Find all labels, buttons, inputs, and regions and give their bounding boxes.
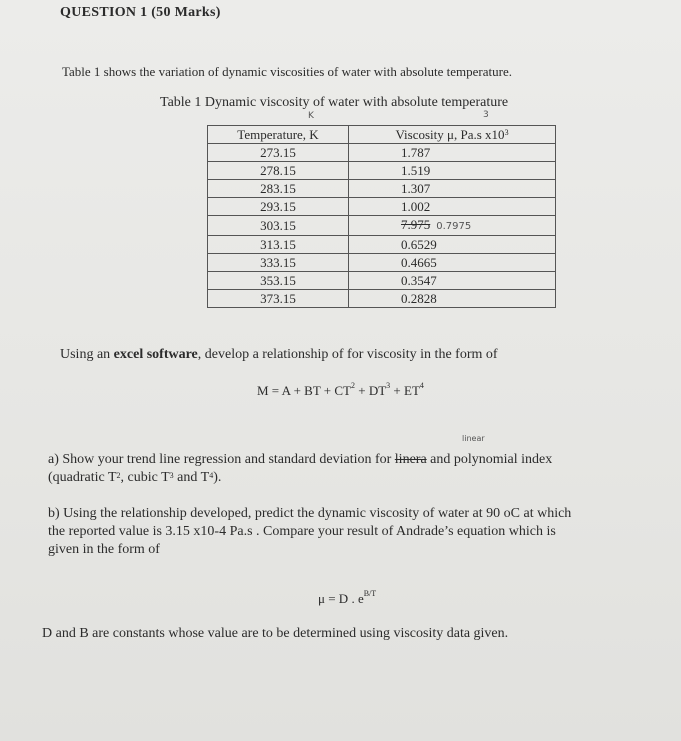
viscosity-cell: 1.519 bbox=[349, 162, 556, 180]
temperature-cell: 303.15 bbox=[208, 216, 349, 236]
table-row bbox=[208, 180, 556, 198]
andrade-equation: μ = D . $e^{B/T}$ bbox=[318, 589, 377, 606]
excel-software-emphasis: excel software bbox=[113, 347, 198, 362]
temperature-cell: 313.15 bbox=[208, 236, 349, 254]
question-a-line-2: (quadratic $T^2$, cubic $T^3$ and $T^4$). bbox=[48, 470, 222, 485]
table-row bbox=[208, 254, 556, 272]
temperature-cell: 278.15 bbox=[208, 162, 349, 180]
column-header-viscosity: Viscosity μ, Pa.s $x10^3$ bbox=[349, 126, 556, 144]
polynomial-equation: M = A + BT + $CT^2 + DT^3 + ET^4$ bbox=[257, 381, 424, 398]
question-b bbox=[48, 505, 571, 559]
question-a-line-1: a) Show your trend line regression and standard deviation for linera and polynomial index bbox=[48, 452, 553, 467]
viscosity-cell: 0.2828 bbox=[349, 290, 556, 308]
question-a bbox=[48, 451, 552, 487]
table-row bbox=[208, 272, 556, 290]
table-row bbox=[208, 216, 556, 236]
temperature-cell: 293.15 bbox=[208, 198, 349, 216]
temperature-cell: 333.15 bbox=[208, 254, 349, 272]
question-b-line-1: b) Using the relationship developed, predict the dynamic viscosity of water at 90 oC at which bbox=[48, 506, 572, 521]
table-row bbox=[208, 236, 556, 254]
instruction-text: Using an excel software, develop a relationship of for viscosity in the form of bbox=[60, 347, 498, 362]
viscosity-table bbox=[207, 125, 556, 308]
viscosity-cell: 1.787 bbox=[349, 144, 556, 162]
temperature-cell: 283.15 bbox=[208, 180, 349, 198]
viscosity-cell: 0.3547 bbox=[349, 272, 556, 290]
handwritten-exponent-mark: 3 bbox=[483, 110, 489, 120]
handwritten-kelvin-mark: K bbox=[308, 111, 314, 121]
viscosity-cell bbox=[349, 216, 556, 236]
viscosity-cell: 0.6529 bbox=[349, 236, 556, 254]
handwritten-correction: 0.7975 bbox=[436, 221, 472, 232]
table-row bbox=[208, 144, 556, 162]
table-caption: Table 1 Dynamic viscosity of water with absolute temperature bbox=[160, 95, 509, 110]
viscosity-cell: 0.4665 bbox=[349, 254, 556, 272]
question-b-line-3: given in the form of bbox=[48, 542, 160, 557]
table-row bbox=[208, 290, 556, 308]
intro-text: Table 1 shows the variation of dynamic viscosities of water with absolute temperature. bbox=[62, 64, 512, 79]
struck-value: 7.975 bbox=[401, 217, 431, 232]
question-b-line-2: the reported value is 3.15 x10-4 Pa.s . Compare your result of Andrade’s equation which is bbox=[48, 524, 556, 539]
struck-word: linera bbox=[394, 452, 427, 467]
question-title: QUESTION 1 (50 Marks) bbox=[60, 5, 221, 20]
table-row bbox=[208, 198, 556, 216]
constants-note: D and B are constants whose value are to be determined using viscosity data given. bbox=[42, 626, 509, 641]
handwritten-linear-note: linear bbox=[462, 434, 485, 443]
temperature-cell: 353.15 bbox=[208, 272, 349, 290]
temperature-cell: 373.15 bbox=[208, 290, 349, 308]
column-header-temperature: Temperature, K bbox=[208, 126, 349, 144]
viscosity-cell: 1.002 bbox=[349, 198, 556, 216]
table-header-row bbox=[208, 126, 556, 144]
table-row bbox=[208, 162, 556, 180]
viscosity-cell: 1.307 bbox=[349, 180, 556, 198]
temperature-cell: 273.15 bbox=[208, 144, 349, 162]
